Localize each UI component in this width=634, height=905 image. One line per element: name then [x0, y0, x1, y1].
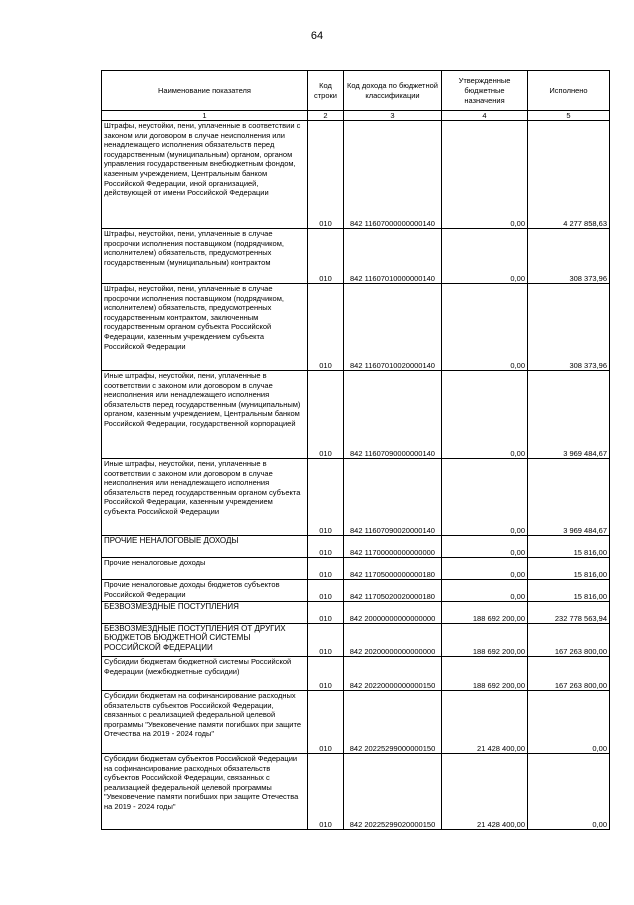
row-executed: 15 816,00: [528, 536, 610, 558]
row-approved: 0,00: [442, 284, 528, 371]
col-number: 2: [308, 111, 344, 121]
row-kbk: 842 11607000000000140: [344, 121, 442, 229]
row-name: ПРОЧИЕ НЕНАЛОГОВЫЕ ДОХОДЫ: [102, 536, 308, 558]
table-row: [102, 284, 610, 371]
row-executed: 15 816,00: [528, 580, 610, 602]
row-kbk: 842 11607010000000140: [344, 229, 442, 284]
row-executed: 4 277 858,63: [528, 121, 610, 229]
row-executed: 308 373,96: [528, 229, 610, 284]
row-approved: 0,00: [442, 580, 528, 602]
table-row: [102, 580, 610, 602]
table-row: [102, 624, 610, 657]
table-row: [102, 602, 610, 624]
table-row: [102, 371, 610, 459]
row-approved: 188 692 200,00: [442, 657, 528, 691]
row-kbk: 842 20225299020000150: [344, 754, 442, 830]
row-executed: 167 263 800,00: [528, 624, 610, 657]
row-executed: 232 778 563,94: [528, 602, 610, 624]
row-name: Субсидии бюджетам субъектов Российской Федерации на софинансирование расходных обязательств субъектов Российской Федерации, связанных с реализацией федеральной целевой программы "Увековечение памяти погибших при защите Отечества на 2019 - 2024 годы": [102, 754, 308, 830]
row-executed: 0,00: [528, 691, 610, 754]
table-header-row: [102, 71, 610, 111]
row-code: 010: [308, 657, 344, 691]
row-name: Субсидии бюджетам бюджетной системы Российской Федерации (межбюджетные субсидии): [102, 657, 308, 691]
row-code: 010: [308, 580, 344, 602]
row-name: Штрафы, неустойки, пени, уплаченные в соответствии с законом или договором в случае неисполнения или ненадлежащего исполнения обязательств перед государственным (муниципальным) органом, органом управления государственным внебюджетным фондом, казенным учреждением, Центральным банком Российской Федерации, иной организацией, действующей от имени Российской Федерации: [102, 121, 308, 229]
row-kbk: 842 20225299000000150: [344, 691, 442, 754]
col-header-name: Наименование показателя: [102, 71, 308, 111]
row-kbk: 842 20220000000000150: [344, 657, 442, 691]
row-code: 010: [308, 691, 344, 754]
table-row: [102, 229, 610, 284]
row-name: Иные штрафы, неустойки, пени, уплаченные в соответствии с законом или договором в случае неисполнения или ненадлежащего исполнения обязательств перед государственным органом субъекта Российской Федерации, казенным учреждением субъекта Российской Федерации: [102, 459, 308, 536]
row-kbk: 842 11607090000000140: [344, 371, 442, 459]
table-row: [102, 657, 610, 691]
col-number: 5: [528, 111, 610, 121]
row-executed: 3 969 484,67: [528, 371, 610, 459]
col-header-approved: Утвержденные бюджетные назначения: [442, 71, 528, 111]
col-header-executed: Исполнено: [528, 71, 610, 111]
col-number: 4: [442, 111, 528, 121]
row-approved: 0,00: [442, 536, 528, 558]
row-kbk: 842 11700000000000000: [344, 536, 442, 558]
table-row: [102, 536, 610, 558]
row-code: 010: [308, 602, 344, 624]
row-name: Субсидии бюджетам на софинансирование расходных обязательств субъектов Российской Федерации, связанных с реализацией федеральной целевой программы "Увековечение памяти погибших при защите Отечества на 2019 - 2024 годы": [102, 691, 308, 754]
col-number: 3: [344, 111, 442, 121]
revenue-report-table: [101, 70, 610, 830]
column-number-row: [102, 111, 610, 121]
row-name: БЕЗВОЗМЕЗДНЫЕ ПОСТУПЛЕНИЯ ОТ ДРУГИХ БЮДЖЕТОВ БЮДЖЕТНОЙ СИСТЕМЫ РОССИЙСКОЙ ФЕДЕРАЦИИ: [102, 624, 308, 657]
row-name: Штрафы, неустойки, пени, уплаченные в случае просрочки исполнения поставщиком (подрядчиком, исполнителем) обязательств, предусмотренных государственным контрактом, заключенным государственным органом субъекта Российской Федерации, казенным учреждением субъекта Российской Федерации: [102, 284, 308, 371]
row-kbk: 842 20000000000000000: [344, 602, 442, 624]
row-approved: 21 428 400,00: [442, 754, 528, 830]
row-code: 010: [308, 754, 344, 830]
row-code: 010: [308, 536, 344, 558]
col-header-code: Код строки: [308, 71, 344, 111]
row-approved: 0,00: [442, 371, 528, 459]
row-code: 010: [308, 121, 344, 229]
row-name: Прочие неналоговые доходы бюджетов субъектов Российской Федерации: [102, 580, 308, 602]
row-executed: 0,00: [528, 754, 610, 830]
row-approved: 0,00: [442, 459, 528, 536]
row-approved: 188 692 200,00: [442, 624, 528, 657]
page-number: 64: [310, 30, 324, 42]
row-kbk: 842 20200000000000000: [344, 624, 442, 657]
row-name: Прочие неналоговые доходы: [102, 558, 308, 580]
table-row: [102, 121, 610, 229]
row-approved: 188 692 200,00: [442, 602, 528, 624]
row-executed: 3 969 484,67: [528, 459, 610, 536]
row-name: Иные штрафы, неустойки, пени, уплаченные в соответствии с законом или договором в случае неисполнения или ненадлежащего исполнения обязательств перед государственным (муниципальным) органом, казенным учреждением, Центральным банком Российской Федерации, государственной корпорацией: [102, 371, 308, 459]
table-row: [102, 691, 610, 754]
table-row: [102, 754, 610, 830]
row-kbk: 842 11705020020000180: [344, 580, 442, 602]
col-number: 1: [102, 111, 308, 121]
row-name: БЕЗВОЗМЕЗДНЫЕ ПОСТУПЛЕНИЯ: [102, 602, 308, 624]
row-kbk: 842 11607010020000140: [344, 284, 442, 371]
row-code: 010: [308, 459, 344, 536]
table-row: [102, 459, 610, 536]
row-executed: 308 373,96: [528, 284, 610, 371]
row-executed: 167 263 800,00: [528, 657, 610, 691]
row-code: 010: [308, 371, 344, 459]
row-executed: 15 816,00: [528, 558, 610, 580]
row-approved: 0,00: [442, 558, 528, 580]
row-code: 010: [308, 229, 344, 284]
row-code: 010: [308, 624, 344, 657]
row-kbk: 842 11705000000000180: [344, 558, 442, 580]
row-approved: 0,00: [442, 229, 528, 284]
col-header-kbk: Код дохода по бюджетной классификации: [344, 71, 442, 111]
row-approved: 0,00: [442, 121, 528, 229]
row-kbk: 842 11607090020000140: [344, 459, 442, 536]
row-name: Штрафы, неустойки, пени, уплаченные в случае просрочки исполнения поставщиком (подрядчиком, исполнителем) обязательств, предусмотренных государственным (муниципальным) контрактом: [102, 229, 308, 284]
table-row: [102, 558, 610, 580]
row-code: 010: [308, 284, 344, 371]
row-code: 010: [308, 558, 344, 580]
row-approved: 21 428 400,00: [442, 691, 528, 754]
